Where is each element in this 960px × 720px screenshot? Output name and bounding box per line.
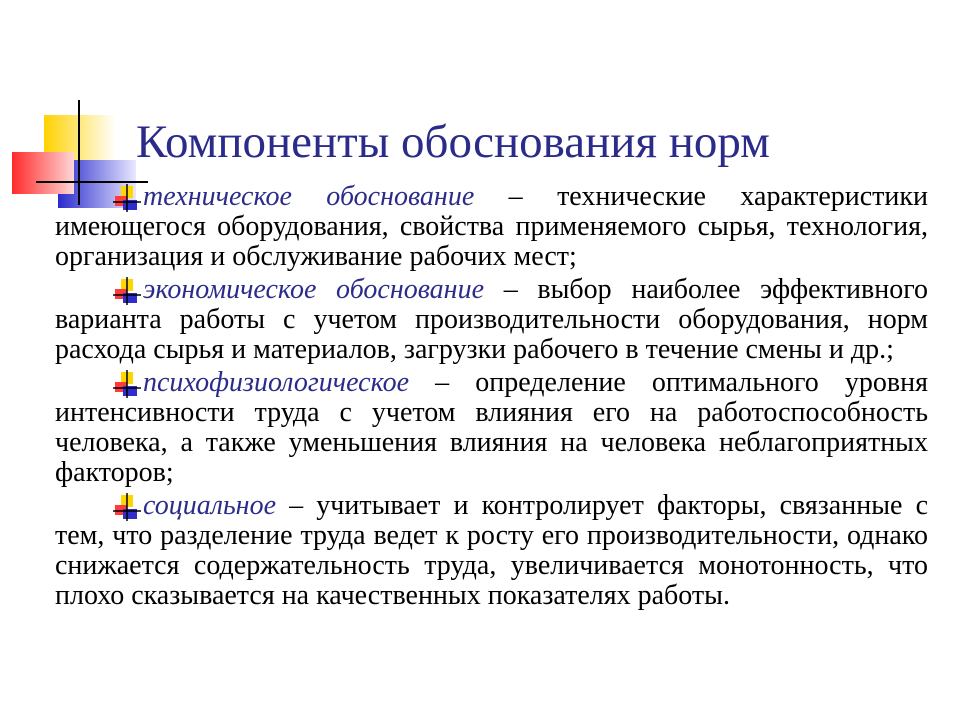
color-squares-bullet-icon — [107, 277, 143, 307]
slide-title: Компоненты обоснования норм — [136, 116, 770, 168]
item-text: – определение оптимального уровня интенсивности труда с учетом влияния его на работоспособность человека, а также уменьшения влияния на человека неблагоприятных факторов; — [55, 367, 928, 488]
color-squares-bullet-icon — [107, 370, 143, 400]
color-squares-bullet-icon — [107, 493, 143, 523]
item-text: – технические характеристики имеющегося оборудования, свойства применяемого сырья, технология, организация и обслуживание рабочих мест; — [55, 181, 928, 272]
color-squares-bullet-icon — [107, 184, 143, 214]
item-term: социальное — [143, 490, 276, 521]
item-term: экономическое обоснование — [143, 274, 485, 305]
item-text: – выбор наиболее эффективного варианта работы с учетом производительности оборудования, норм расхода сырья и материалов, загрузки рабочего в течение смены и др.; — [55, 274, 928, 365]
item-text: – учитывает и контролирует факторы, связанные с тем, что разделение труда ведет к росту его производительности, однако снижается содержательность труда, увеличивается монотонность, что плохо сказывается на качественных показателях работы. — [55, 490, 928, 611]
list-item — [55, 368, 928, 488]
list-item — [55, 182, 928, 272]
list-item — [55, 491, 928, 611]
bullet-list — [55, 182, 928, 614]
item-term: техническое обоснование — [143, 181, 475, 212]
item-term: психофизиологическое — [143, 367, 410, 398]
list-item — [55, 275, 928, 365]
